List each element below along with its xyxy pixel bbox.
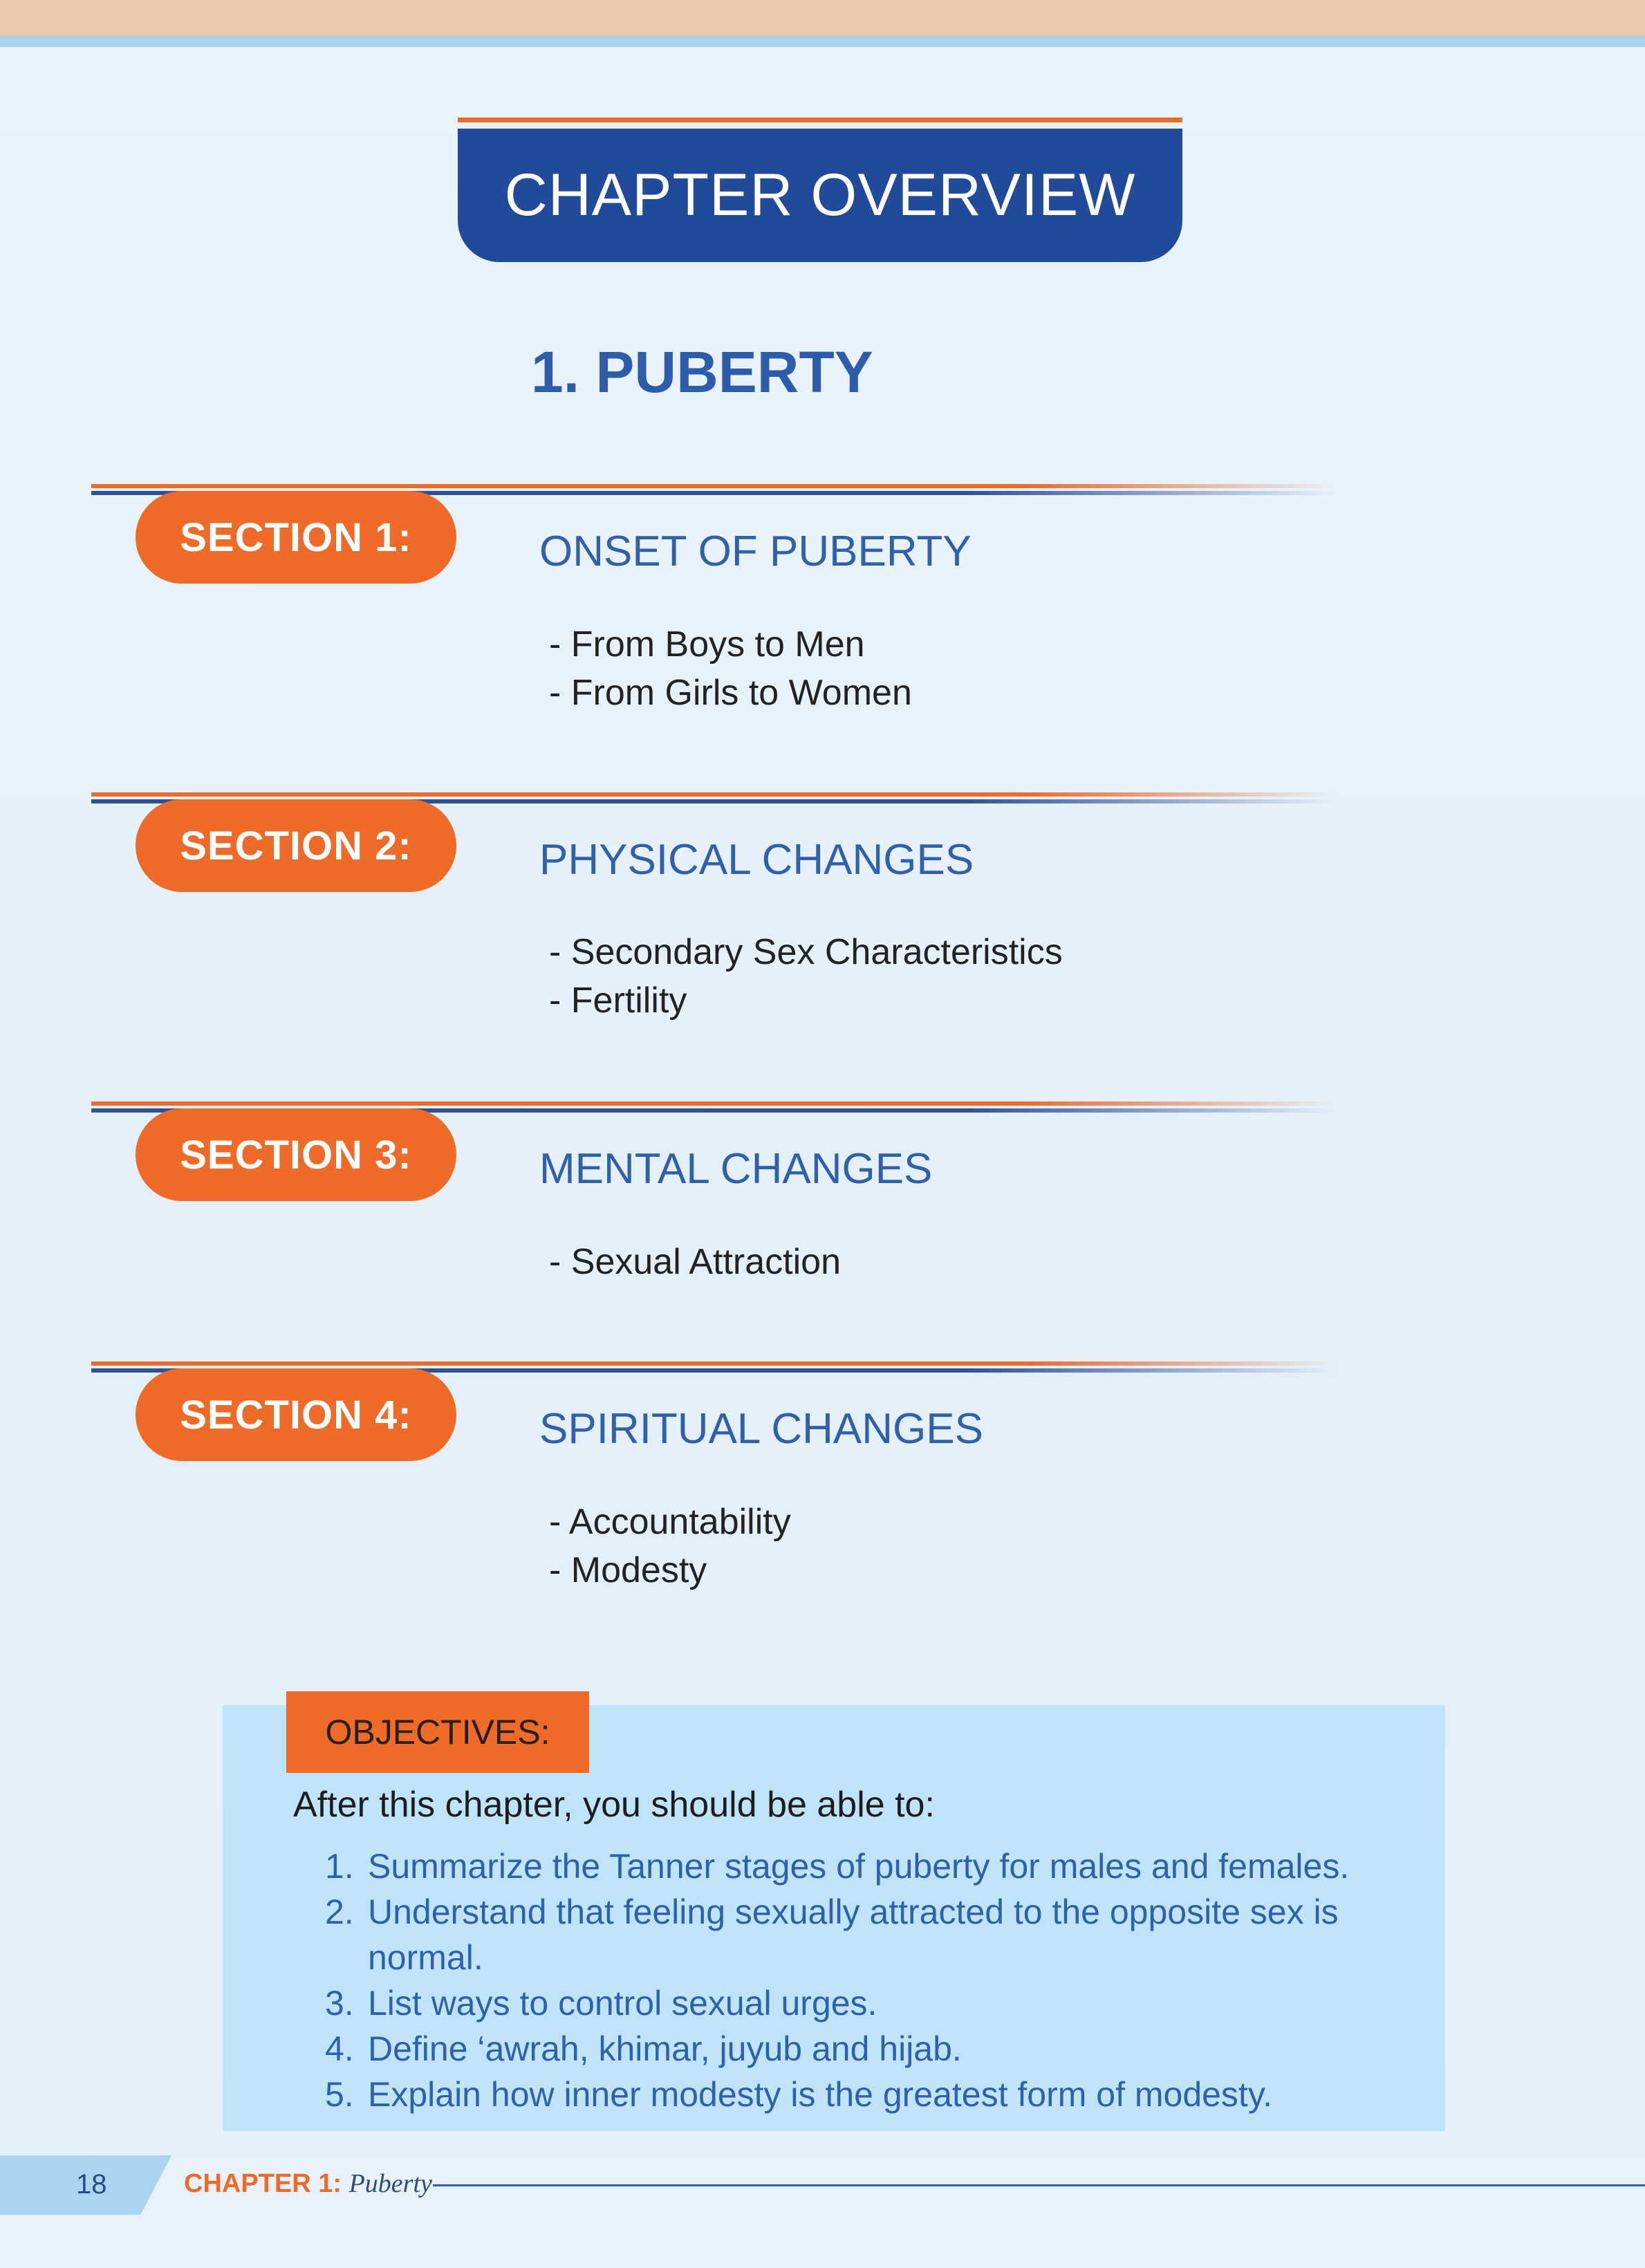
top-color-band <box>0 0 1645 36</box>
footer-chapter-label: CHAPTER 1: <box>184 2169 342 2198</box>
objective-text: Define ‘awrah, khimar, juyub and hijab. <box>368 2029 962 2068</box>
objective-number: 4. <box>325 2029 354 2068</box>
objective-text: List ways to control sexual urges. <box>368 1984 877 2023</box>
objective-number: 5. <box>325 2075 354 2114</box>
objective-text: Explain how inner modesty is the greatest form of modesty. <box>368 2075 1273 2114</box>
section-item: - Fertility <box>549 980 687 1021</box>
section-divider-orange <box>91 1361 1336 1366</box>
section-label: SECTION 4: <box>136 1368 456 1461</box>
objective-item <box>325 2072 1431 2117</box>
footer-rule <box>433 2184 1645 2186</box>
section-title: SPIRITUAL CHANGES <box>539 1405 983 1453</box>
objective-item <box>325 1843 1431 1889</box>
objectives-list <box>325 1843 1431 2117</box>
objective-item <box>325 2026 1431 2072</box>
section-items <box>549 620 912 717</box>
section-title: MENTAL CHANGES <box>539 1145 933 1193</box>
footer-chapter-title: Puberty <box>348 2169 432 2198</box>
section-title: ONSET OF PUBERTY <box>539 528 972 575</box>
chapter-heading <box>531 339 873 406</box>
section-item: - From Boys to Men <box>549 624 865 664</box>
section-item: - Sexual Attraction <box>549 1242 841 1282</box>
section-label: SECTION 3: <box>136 1108 456 1201</box>
section-item: - From Girls to Women <box>549 673 912 713</box>
section-label: SECTION 2: <box>136 799 456 892</box>
section-title: PHYSICAL CHANGES <box>539 836 974 884</box>
objective-number: 2. <box>325 1893 354 1931</box>
objective-item <box>325 1889 1431 1980</box>
section-items <box>549 928 1063 1025</box>
objective-text: Understand that feeling sexually attracted to the opposite sex is normal. <box>368 1893 1339 1977</box>
objectives-intro: After this chapter, you should be able to: <box>293 1785 935 1825</box>
section-item: - Modesty <box>549 1550 707 1590</box>
top-blue-stripe <box>0 36 1645 47</box>
page-number: 18 <box>76 2169 107 2200</box>
section-items <box>549 1238 841 1286</box>
section-divider-orange <box>91 1102 1336 1106</box>
objective-item <box>325 1980 1431 2026</box>
chapter-overview-banner: CHAPTER OVERVIEW <box>458 129 1182 262</box>
section-divider-orange <box>91 792 1336 797</box>
section-divider-orange <box>91 484 1336 488</box>
objective-number: 3. <box>325 1984 354 2023</box>
section-label: SECTION 1: <box>136 491 456 584</box>
overview-accent-line <box>458 118 1182 122</box>
objective-number: 1. <box>325 1847 354 1886</box>
chapter-number: 1. <box>531 340 580 405</box>
objective-text: Summarize the Tanner stages of puberty for males and females. <box>368 1847 1350 1886</box>
section-item: - Secondary Sex Characteristics <box>549 932 1063 972</box>
chapter-title: PUBERTY <box>595 340 873 405</box>
running-footer <box>184 2168 432 2199</box>
objectives-label: OBJECTIVES: <box>286 1691 589 1773</box>
section-items <box>549 1498 791 1595</box>
section-item: - Accountability <box>549 1502 791 1542</box>
